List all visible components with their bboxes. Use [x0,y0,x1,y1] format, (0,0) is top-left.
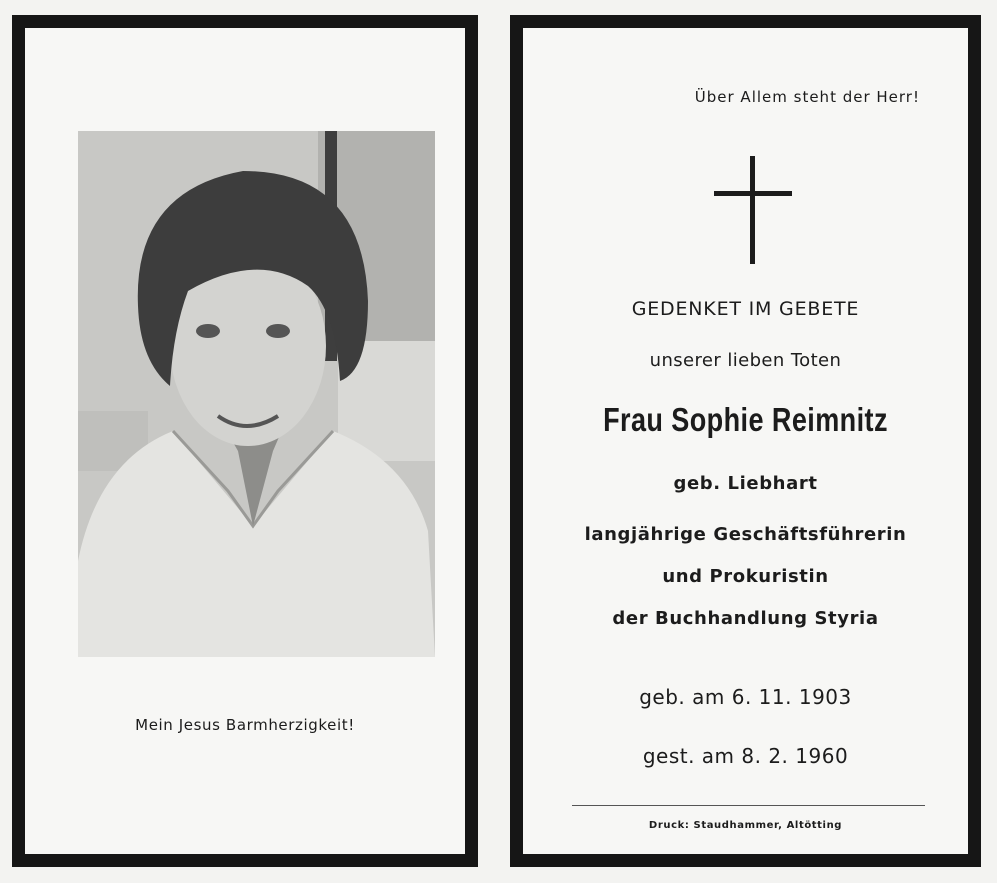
deceased-name: Frau Sophie Reimnitz [603,401,888,438]
heading: GEDENKET IM GEBETE [631,298,860,320]
cross-icon [714,156,792,264]
top-motto: Über Allem steht der Herr! [694,88,920,106]
right-card [510,15,981,867]
role-line-3: der Buchhandlung Styria [612,608,879,629]
subheading: unserer lieben Toten [649,350,842,371]
left-card [12,15,478,867]
role-line-1: langjährige Geschäftsführerin [584,524,907,545]
portrait-photo [78,131,435,657]
divider-line [572,805,925,806]
maiden-name: geb. Liebhart [673,473,818,494]
death-date: gest. am 8. 2. 1960 [642,744,849,768]
printer-credit: Druck: Staudhammer, Altötting [648,820,843,831]
role-line-2: und Prokuristin [662,566,829,587]
left-motto: Mein Jesus Barmherzigkeit! [135,716,355,734]
birth-date: geb. am 6. 11. 1903 [639,685,852,709]
